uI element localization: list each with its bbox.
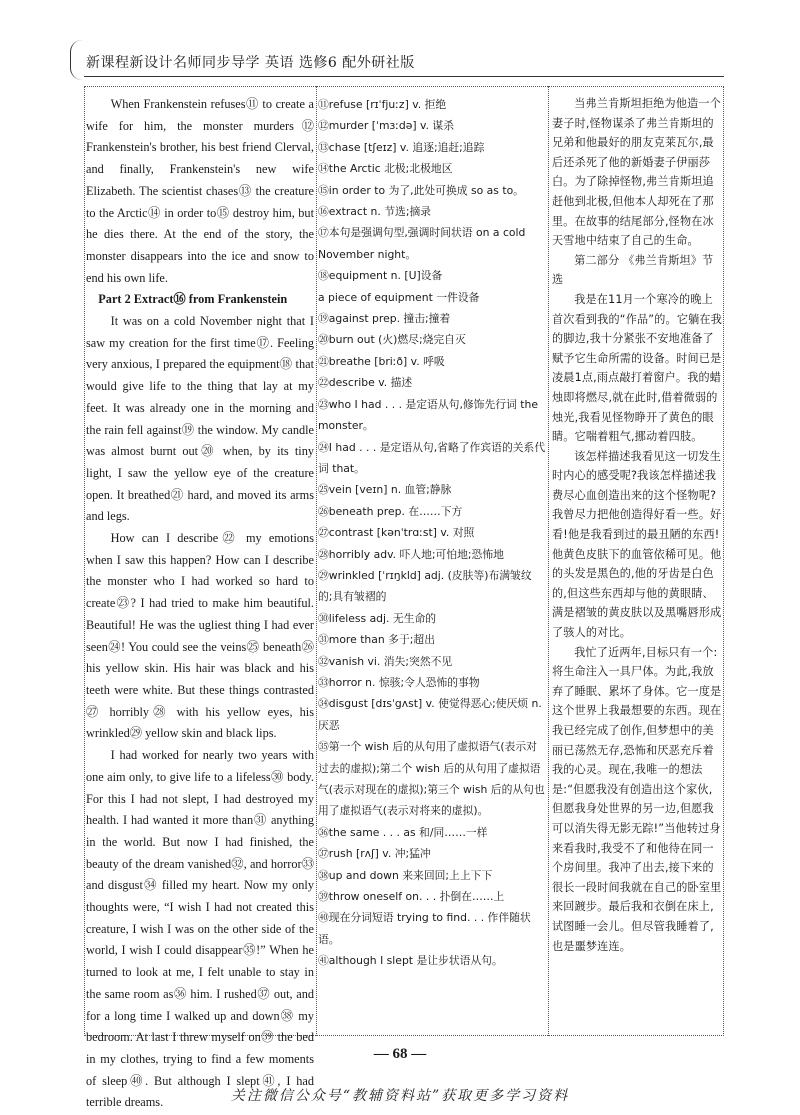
- chinese-paragraph-2: 该怎样描述我看见这一切发生时内心的感受呢?我该怎样描述我费尽心血创造出来的这个怪物呢?我曾尽力把他创造得好看一些。好看!他是我看到过的最丑陋的东西!他黄色皮肤下的血管依稀可见。他的头发是黑色的,他的牙齿是白色的,但这些东西却与他的黄眼睛、满是褶皱的黄皮肤以及黑嘴唇形成了骇人的对比。: [552, 449, 722, 640]
- note-item: ㊱the same . . . as 和/同……一样: [318, 825, 488, 839]
- note-item: ⑲against prep. 撞击;撞着: [318, 312, 451, 326]
- note-item: ⑯extract n. 节选;摘录: [318, 205, 432, 219]
- english-paragraph-summary: When Frankenstein refuses⑪ to create a wife for him, the monster murders⑫ Frankenstein's brother, his best friend Clerval, and finally, Frankenstein's new wife Elizabeth. The scientist chases⑬ the creature to the Arctic⑭ in order to⑮ destroy him, but he dies there. At the end of the story, the monster disappears into the ice and snow to end his own life.: [86, 97, 314, 285]
- note-item: ⑮in order to 为了,此处可换成 so as to。: [318, 183, 524, 197]
- note-item: ㊲rush [rʌʃ] v. 冲;猛冲: [318, 847, 431, 861]
- note-item: ㉔I had . . . 是定语从句,省略了作宾语的关系代词 that。: [318, 440, 546, 475]
- note-item: ㉗contrast [kənˈtrɑːst] v. 对照: [318, 526, 475, 540]
- note-item: ⑫murder [ˈmɜːdə] v. 谋杀: [318, 119, 454, 133]
- note-item: ㉓who I had . . . 是定语从句,修饰先行词 the monster。: [318, 397, 539, 433]
- note-item: ㉖beneath prep. 在……下方: [318, 504, 463, 518]
- note-item: ㉘horribly adv. 吓人地;可怕地;恐怖地: [318, 547, 504, 561]
- note-item: ㉙wrinkled [ˈrɪŋkld] adj. (皮肤等)布满皱纹的;具有皱褶的: [318, 568, 532, 604]
- note-item: ㉕vein [veɪn] n. 血管;静脉: [318, 483, 452, 497]
- english-paragraph-1: It was on a cold November night that I saw my creation for the first time⑰. Feeling very anxious, I prepared the equipment⑱ that would give life to the thing that lay at my feet. It was already one in the morning and the rain fell against⑲ the window. My candle was almost burnt out⑳ when, by its tiny light, I saw the yellow eye of the creature open. It breathed㉑ hard, and moved its arms and legs.: [86, 314, 314, 524]
- note-item: ㉞disgust [dɪsˈgʌst] v. 使觉得恶心;使厌烦 n. 厌恶: [318, 697, 542, 732]
- note-item: ㊵现在分词短语 trying to find. . . 作伴随状语。: [318, 911, 531, 946]
- column-divider-right: [548, 86, 549, 1036]
- note-item: ⑭the Arctic 北极;北极地区: [318, 162, 453, 176]
- note-item: ㊳up and down 来来回回;上上下下: [318, 868, 493, 882]
- chinese-translation-column: [552, 94, 722, 1024]
- note-item: a piece of equipment 一件设备: [318, 290, 480, 304]
- running-header: 新课程新设计名师同步导学 英语 选修6 配外研社版: [86, 55, 415, 71]
- note-item: ㉑breathe [briːð] v. 呼吸: [318, 354, 445, 368]
- header-bracket-decoration: [70, 40, 83, 80]
- part-2-heading: Part 2 Extract⑯ from Frankenstein: [98, 292, 288, 307]
- note-item: ㊴throw oneself on. . . 扑倒在……上: [318, 890, 505, 904]
- note-item: ⑬chase [tʃeɪz] v. 追逐;追赶;追踪: [318, 140, 485, 154]
- note-item: ㉟第一个 wish 后的从句用了虚拟语气(表示对过去的虚拟);第二个 wish 后的从句用了虚拟语气(表示对现在的虚拟);第三个 wish 后的从句也用了虚拟语气(表示对将来的虚拟)。: [318, 740, 545, 818]
- page-number: — 68 —: [373, 1046, 427, 1062]
- note-item: ㉛more than 多于;超出: [318, 633, 435, 647]
- note-item: ㊶although I slept 是让步状语从句。: [318, 954, 503, 968]
- english-text-column: [86, 94, 314, 1110]
- note-item: ⑰本句是强调句型,强调时间状语 on a cold November night。: [318, 226, 526, 261]
- footer-watermark-text: 关注微信公众号“教辅资料站”获取更多学习资料: [230, 1088, 570, 1104]
- column-divider-left: [316, 86, 317, 1036]
- note-item: ⑳burn out (火)燃尽;烧完自灭: [318, 333, 466, 347]
- header-rule: [84, 76, 724, 77]
- vocabulary-notes-column: [318, 94, 546, 1024]
- note-item: ㉚lifeless adj. 无生命的: [318, 611, 437, 625]
- english-paragraph-2: How can I describe㉒ my emotions when I saw this happen? How can I describe the monster who I had worked so hard to create㉓? I had tried to make him beautiful. Beautiful! He was the ugliest thing I had ever seen㉔! You could see the veins㉕ beneath㉖ his yellow skin. His hair was black and his teeth were white. But these things contrasted㉗ horribly㉘ with his yellow eyes, his wrinkled㉙ yellow skin and black lips.: [86, 531, 314, 741]
- note-item: ⑱equipment n. [U]设备: [318, 269, 443, 283]
- note-item: ⑪refuse [rɪˈfjuːz] v. 拒绝: [318, 98, 447, 111]
- chinese-paragraph-summary: 当弗兰肯斯坦拒绝为他造一个妻子时,怪物谋杀了弗兰肯斯坦的兄弟和他最好的朋友克莱瓦尔,最后还杀死了他的新婚妻子伊丽莎白。为了除掉怪物,弗兰肯斯坦追赶他到北极,但他本人却死在了那里。在故事的结尾部分,怪物在冰天雪地中结束了自己的生命。: [552, 97, 722, 248]
- note-item: ㉒describe v. 描述: [318, 376, 413, 390]
- note-item: ㉜vanish vi. 消失;突然不见: [318, 654, 453, 668]
- chinese-paragraph-3: 我忙了近两年,目标只有一个:将生命注入一具尸体。为此,我放弃了睡眠、累坏了身体。它一度是这个世界上我最想要的东西。现在我已经完成了创作,但梦想中的美丽已荡然无存,恐怖和厌恶充斥着我的心灵。现在,我唯一的想法是:“但愿我没有创造出这个家伙,但愿我身处世界的另一边,但愿我可以消失得无影无踪!”当他转过身来看我时,我受不了和他待在同一个房间里。我冲了出去,接下来的很长一段时间我就在自己的卧室里来回踱步。最后我和衣倒在床上,试图睡一会儿。但尽管我睡着了,也是噩梦连连。: [552, 645, 722, 953]
- note-item: ㉝horror n. 惊骇;令人恐怖的事物: [318, 675, 480, 689]
- chinese-part-2-heading: 第二部分 《弗兰肯斯坦》节选: [552, 253, 714, 287]
- chinese-paragraph-1: 我是在11月一个寒冷的晚上首次看到我的“作品”的。它躺在我的脚边,我十分紧张不安地准备了赋予它生命所需的设备。时间已是凌晨1点,雨点敲打着窗户。我的蜡烛即将燃尽,就在此时,借着微弱的烛光,我看见怪物睁开了黄色的眼睛。它喘着粗气,挪动着四肢。: [552, 292, 723, 444]
- english-paragraph-3: I had worked for nearly two years with one aim only, to give life to a lifeless㉚ body. For this I had not slept, I had destroyed my health. I had wanted it more than㉛ anything in the world. But now I had finished, the beauty of the dream vanished㉜, and horror㉝ and disgust㉞ filled my heart. Now my only thoughts were, “I wish I had not created this creature, I wish I was on the other side of the world, I wish I could disappear㉟!” When he turned to look at me, I felt unable to stay in the same room as㊱ him. I rushed㊲ out, and for a long time I walked up and down㊳ my bedroom. At last I threw myself on㊴ the bed in my clothes, trying to find a few moments of sleep㊵. But although I slept㊶, I had terrible dreams.: [86, 748, 314, 1110]
